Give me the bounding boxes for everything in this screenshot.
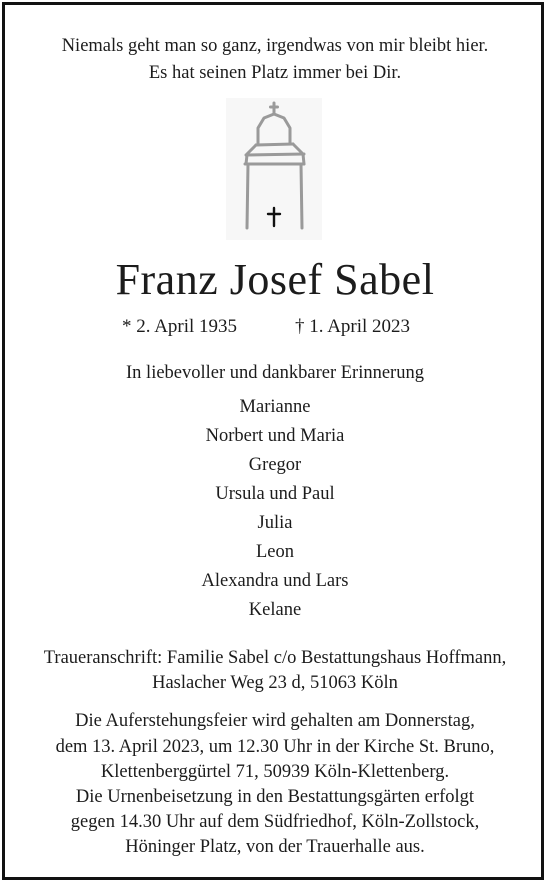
chapel-tower-with-cross-icon [226, 98, 322, 240]
ceremony-line-1: Die Auferstehungsfeier wird gehalten am Donnerstag, [75, 711, 475, 731]
ceremony-line-2: dem 13. April 2023, um 12.30 Uhr in der Kirche St. Bruno, [55, 737, 495, 757]
mourner-name: Leon [255, 542, 294, 562]
mourner-name: Marianne [239, 397, 311, 417]
address-line-1: Traueranschrift: Familie Sabel c/o Bestattungshaus Hoffmann, [43, 648, 507, 668]
mourner-name: Norbert und Maria [205, 426, 345, 446]
tribute-line: In liebevoller und dankbarer Erinnerung [126, 363, 424, 383]
mourner-name: Julia [257, 513, 293, 533]
ceremony-line-6: Höninger Platz, von der Trauerhalle aus. [125, 837, 425, 857]
mourner-name: Ursula und Paul [215, 484, 335, 504]
address-line-2: Haslacher Weg 23 d, 51063 Köln [152, 673, 398, 693]
ceremony-line-4: Die Urnenbeisetzung in den Bestattungsgärten erfolgt [75, 787, 475, 807]
mourner-name: Gregor [248, 455, 302, 475]
mourner-name: Alexandra und Lars [201, 571, 349, 591]
poem-line-1: Niemals geht man so ganz, irgendwas von mir bleibt hier. [61, 36, 489, 56]
ceremony-line-3: Klettenberggürtel 71, 50939 Köln-Klettenberg. [100, 762, 450, 782]
deceased-name: Franz Josef Sabel [115, 255, 435, 304]
mourner-name: Kelane [248, 600, 302, 620]
birth-date: * 2. April 1935 [122, 316, 238, 337]
ceremony-line-5: gegen 14.30 Uhr auf dem Südfriedhof, Köln-Zollstock, [70, 812, 480, 832]
poem-line-2: Es hat seinen Platz immer bei Dir. [148, 63, 402, 83]
death-date: † 1. April 2023 [295, 316, 411, 337]
